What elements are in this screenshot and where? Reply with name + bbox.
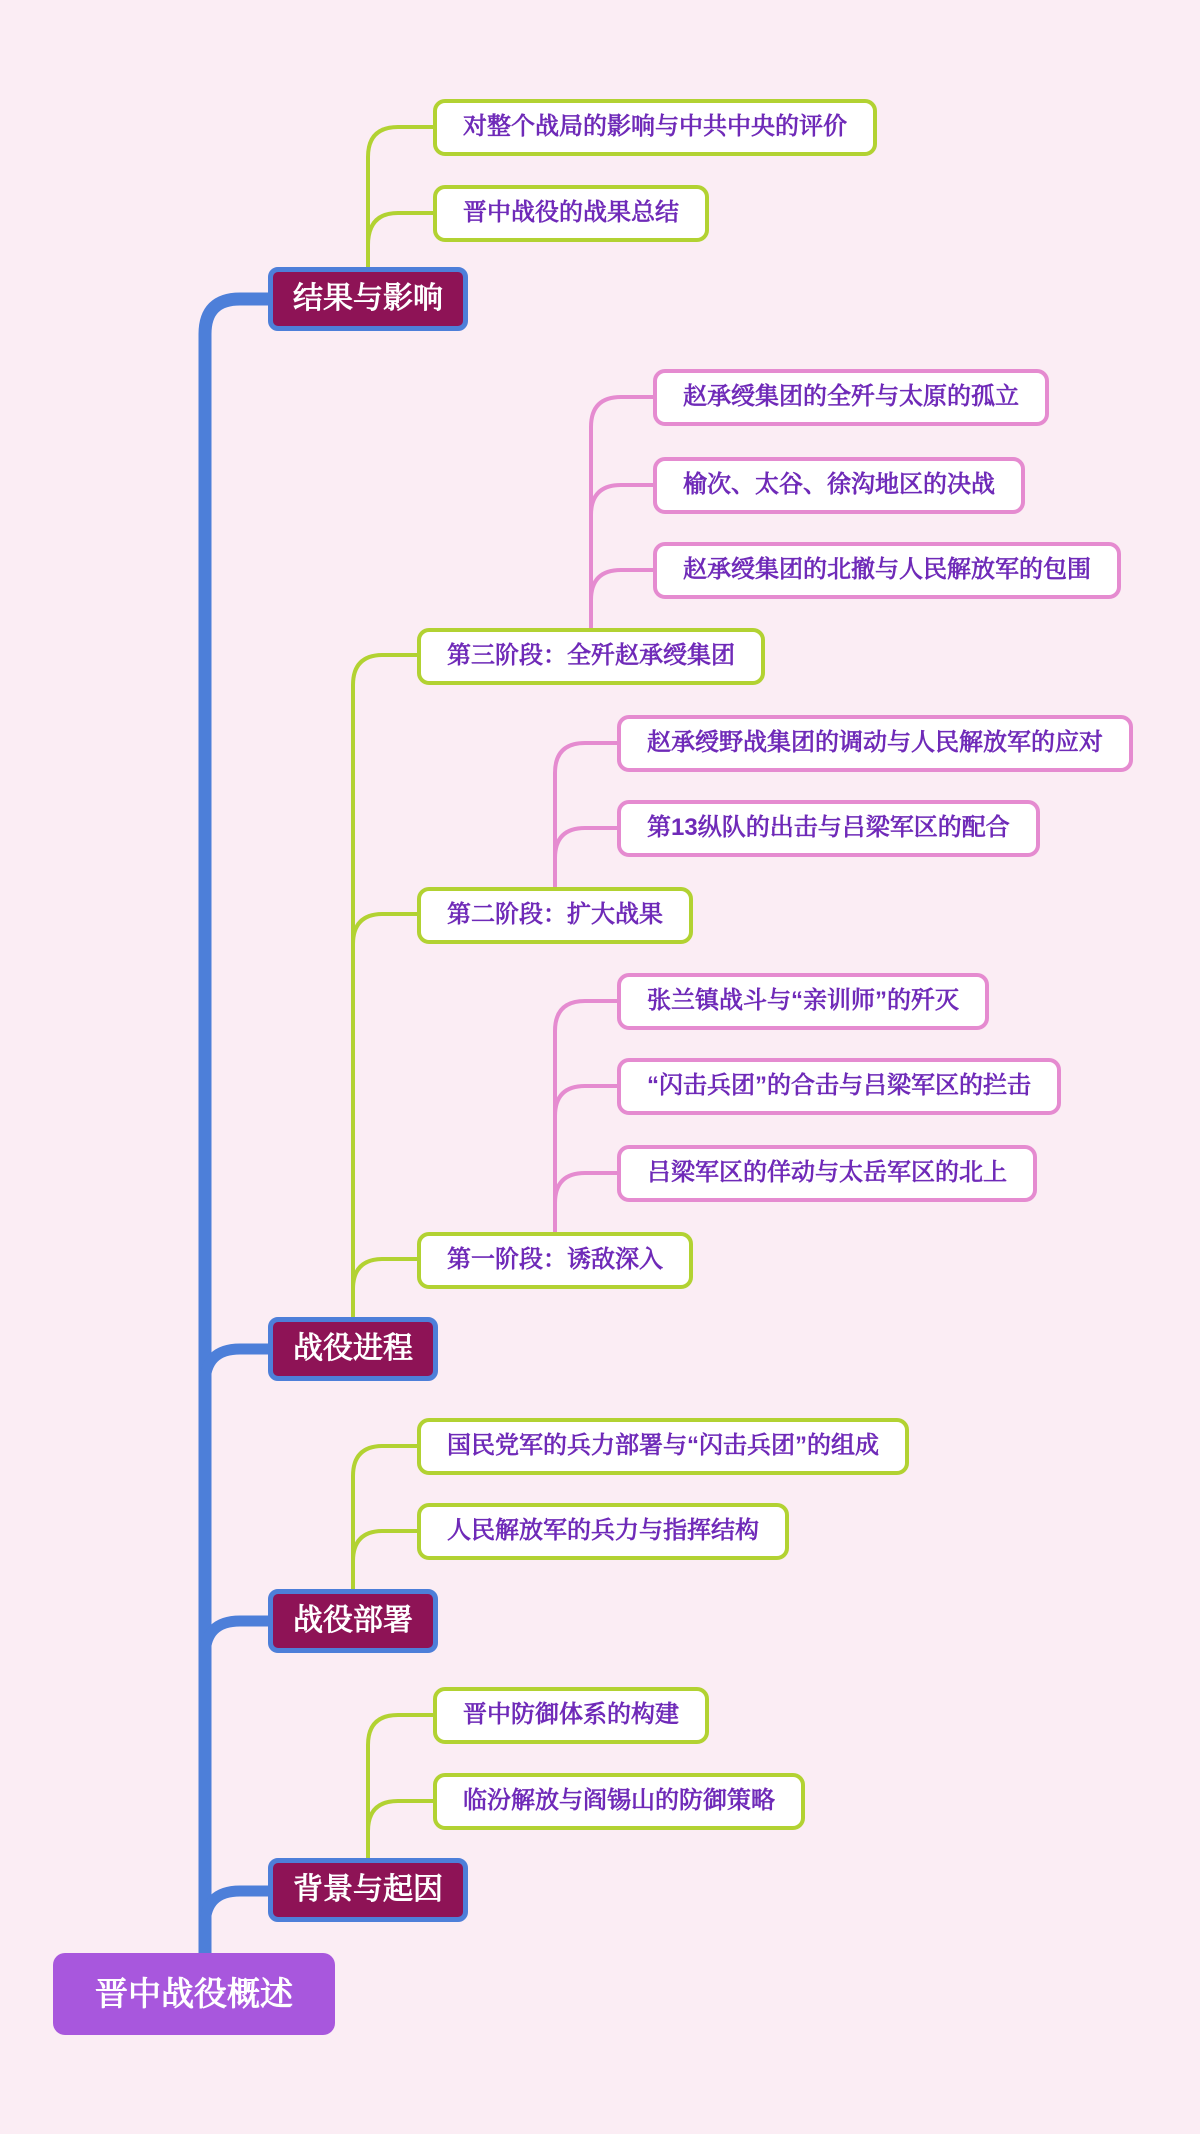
connector-stage2-child-2 <box>555 828 617 858</box>
topic-kmt-deployment-blitz-corps[interactable]: 国民党军的兵力部署与“闪击兵团”的组成 <box>417 1418 909 1475</box>
connector-deployment-child-1 <box>353 1446 417 1592</box>
connector-stage3-child-3 <box>591 570 653 600</box>
branch-node-campaign-process[interactable]: 战役进程 <box>268 1317 438 1381</box>
connector-process-stage3 <box>353 655 417 1320</box>
stage-node-two[interactable]: 第二阶段：扩大战果 <box>417 887 693 944</box>
connector-background-child-1 <box>368 1715 433 1861</box>
branch-node-campaign-deployment[interactable]: 战役部署 <box>268 1589 438 1653</box>
connector-branch-background <box>205 1891 268 1926</box>
topic-field-group-maneuver-response[interactable]: 赵承绶野战集团的调动与人民解放军的应对 <box>617 715 1133 772</box>
connector-branch-process <box>205 1349 268 1384</box>
branch-node-background-causes[interactable]: 背景与起因 <box>268 1858 468 1922</box>
branch-node-results-impact[interactable]: 结果与影响 <box>268 267 468 331</box>
connector-trunk <box>205 299 268 1956</box>
connector-results-child-2 <box>368 213 433 245</box>
connector-deployment-child-2 <box>353 1531 417 1561</box>
stage-node-three[interactable]: 第三阶段：全歼赵承绶集团 <box>417 628 765 685</box>
topic-north-retreat-encirclement[interactable]: 赵承绶集团的北撤与人民解放军的包围 <box>653 542 1121 599</box>
connector-stage1-child-3 <box>555 1173 617 1203</box>
connector-process-stage2 <box>353 914 417 944</box>
topic-luliang-feint-taiyue-north[interactable]: 吕梁军区的佯动与太岳军区的北上 <box>617 1145 1037 1202</box>
topic-zhanglan-battle[interactable]: 张兰镇战斗与“亲训师”的歼灭 <box>617 973 989 1030</box>
topic-jinzhong-defense-system[interactable]: 晋中防御体系的构建 <box>433 1687 709 1744</box>
topic-battle-results-summary[interactable]: 晋中战役的战果总结 <box>433 185 709 242</box>
root-node-jinzhong-campaign-overview[interactable]: 晋中战役概述 <box>53 1953 335 2035</box>
connector-stage1-child-2 <box>555 1086 617 1116</box>
connector-results-child-1 <box>368 127 433 270</box>
connector-background-child-2 <box>368 1801 433 1831</box>
stage-node-one[interactable]: 第一阶段：诱敌深入 <box>417 1232 693 1289</box>
topic-annihilation-taiyuan-isolation[interactable]: 赵承绶集团的全歼与太原的孤立 <box>653 369 1049 426</box>
connector-stage1-child-1 <box>555 1001 617 1234</box>
topic-blitz-corps-pincer[interactable]: “闪击兵团”的合击与吕梁军区的拦击 <box>617 1058 1061 1115</box>
connector-stage3-child-1 <box>591 397 653 630</box>
connector-stage3-child-2 <box>591 485 653 515</box>
topic-yuci-taigu-xugou-battle[interactable]: 榆次、太谷、徐沟地区的决战 <box>653 457 1025 514</box>
topic-pla-strength-command[interactable]: 人民解放军的兵力与指挥结构 <box>417 1503 789 1560</box>
connector-process-stage1 <box>353 1259 417 1289</box>
connector-stage2-child-1 <box>555 743 617 889</box>
topic-linfen-liberation-yan-strategy[interactable]: 临汾解放与阎锡山的防御策略 <box>433 1773 805 1830</box>
topic-13th-column-attack[interactable]: 第13纵队的出击与吕梁军区的配合 <box>617 800 1040 857</box>
connector-branch-deployment <box>205 1621 268 1656</box>
topic-impact-evaluation[interactable]: 对整个战局的影响与中共中央的评价 <box>433 99 877 156</box>
